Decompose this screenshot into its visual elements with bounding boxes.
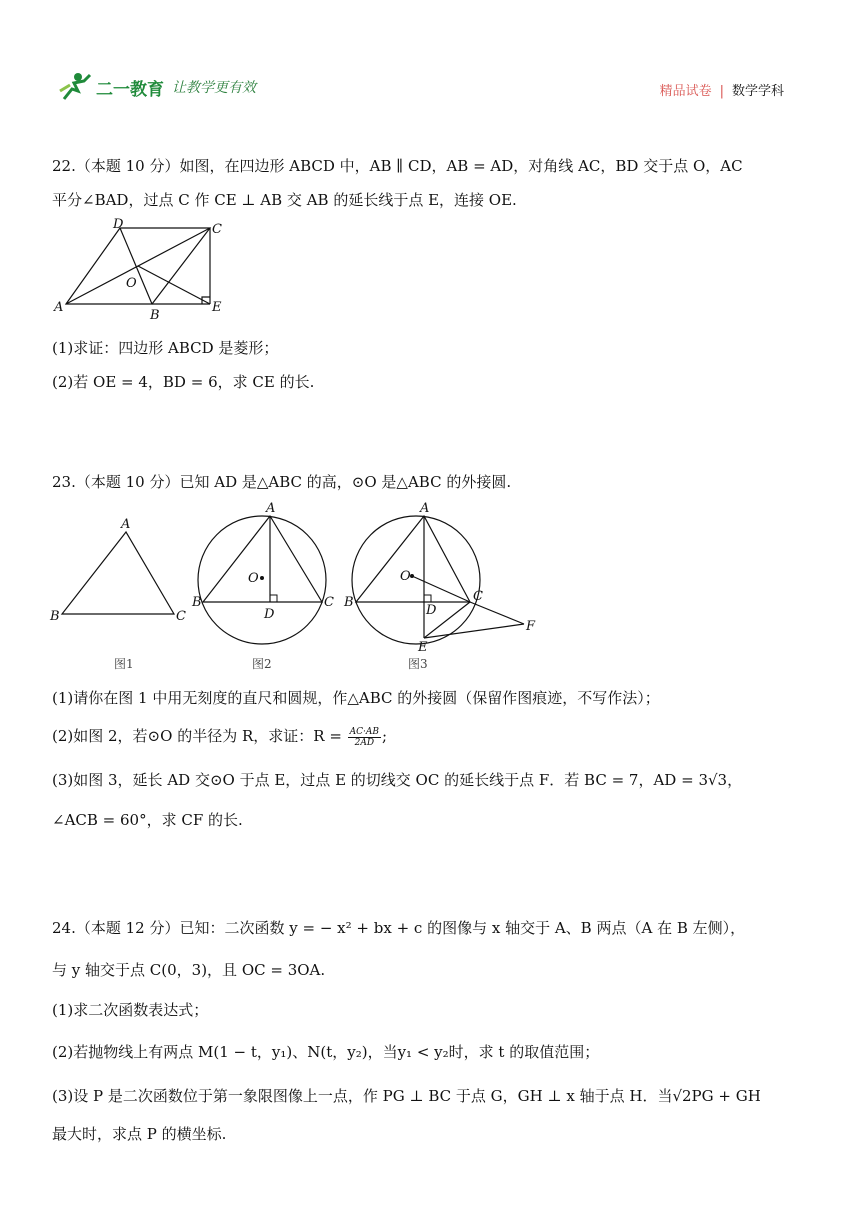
q24-part1: (1)求二次函数表达式； [52,1001,209,1019]
q23-figure1 [46,516,196,676]
q23-fig3-label-B: B [344,595,354,610]
q23-fig2-label-D: D [264,607,275,622]
q22-line2: 平分∠BAD，过点 C 作 CE ⊥ AB 交 AB 的延长线于点 E，连接 OE. [52,191,517,209]
q23-fig3-label-C: C [473,589,483,604]
q22-label-E: E [212,300,222,315]
q23-figure2 [188,500,344,676]
q23-fig2-label-B: B [192,595,202,610]
q23-part3-line2: ∠ACB = 60°，求 CF 的长. [52,811,243,829]
q23-fig3-label-E: E [418,640,428,655]
q23-fraction-num: AC·AB [349,726,380,737]
q23-figure3 [340,500,550,676]
q23-fig1-label-B: B [50,609,60,624]
q22-label-D: D [113,218,124,232]
q24-line2: 与 y 轴交于点 C(0，3)，且 OC = 3OA. [52,961,326,979]
q23-fraction [348,727,381,748]
q24-part3-line2: 最大时，求点 P 的横坐标. [52,1125,227,1143]
q22-label-A: A [54,300,64,315]
q23-fraction-den: 2AD [354,737,375,748]
logo-text: 二一教育 [96,79,164,100]
q23-fig1-label-C: C [176,609,186,624]
q22-label-C: C [212,222,222,237]
q22-part1: (1)求证：四边形 ABCD 是菱形； [52,339,279,357]
q23-fig3-label-A: A [420,501,430,516]
runner-icon [56,71,92,103]
q23-part1: (1)请你在图 1 中用无刻度的直尺和圆规，作△ABC 的外接圆（保留作图痕迹，不写作法）； [52,689,660,707]
q23-fig2-label-O: O [248,571,259,586]
q23-part2-end: ; [382,727,388,745]
header-category: 精品试卷 [659,84,712,99]
header-separator: | [719,84,724,99]
q23-fig3-label-F: F [526,619,536,634]
q23-fig2-label-A: A [266,501,276,516]
q22-label-O: O [126,276,137,291]
q24-part2: (2)若抛物线上有两点 M(1 − t，y₁)、N(t，y₂)，当y₁ < y₂时，求 t 的取值范围； [52,1043,600,1061]
q22-label-B: B [150,308,160,322]
q24-part3-line1: (3)设 P 是二次函数位于第一象限图像上一点，作 PG ⊥ BC 于点 G，GH ⊥ x 轴于点 H．当√2PG + GH [52,1087,761,1105]
q23-line1: 23.（本题 10 分）已知 AD 是△ABC 的高，⊙O 是△ABC 的外接圆. [52,473,512,491]
q22-part2: (2)若 OE = 4，BD = 6，求 CE 的长. [52,373,315,391]
q23-part2 [52,726,387,748]
q23-part3-line1: (3)如图 3，延长 AD 交⊙O 于点 E，过点 E 的切线交 OC 的延长线于点 F．若 BC = 7，AD = 3√3， [52,771,743,789]
q23-caption2: 图2 [252,657,272,671]
q23-fig3-label-D: D [426,603,437,618]
q23-fig3-label-O: O [400,569,411,584]
q23-caption1: 图1 [114,657,134,671]
q23-caption3: 图3 [408,657,428,671]
logo [56,70,256,104]
header-subject: 数学学科 [731,84,784,99]
header-right [660,80,784,99]
q24-line1: 24.（本题 12 分）已知：二次函数 y = − x² + bx + c 的图像与 x 轴交于 A、B 两点（A 在 B 左侧）， [52,919,746,937]
q22-figure [50,218,230,322]
q23-part2-text: (2)如图 2，若⊙O 的半径为 R，求证：R = [52,727,342,745]
q22-line1: 22.（本题 10 分）如图，在四边形 ABCD 中，AB ∥ CD，AB = AD，对角线 AC，BD 交于点 O，AC [52,157,743,175]
q23-fig2-label-C: C [324,595,334,610]
logo-slogan: 让教学更有效 [172,80,256,96]
q23-fig1-label-A: A [121,517,131,532]
